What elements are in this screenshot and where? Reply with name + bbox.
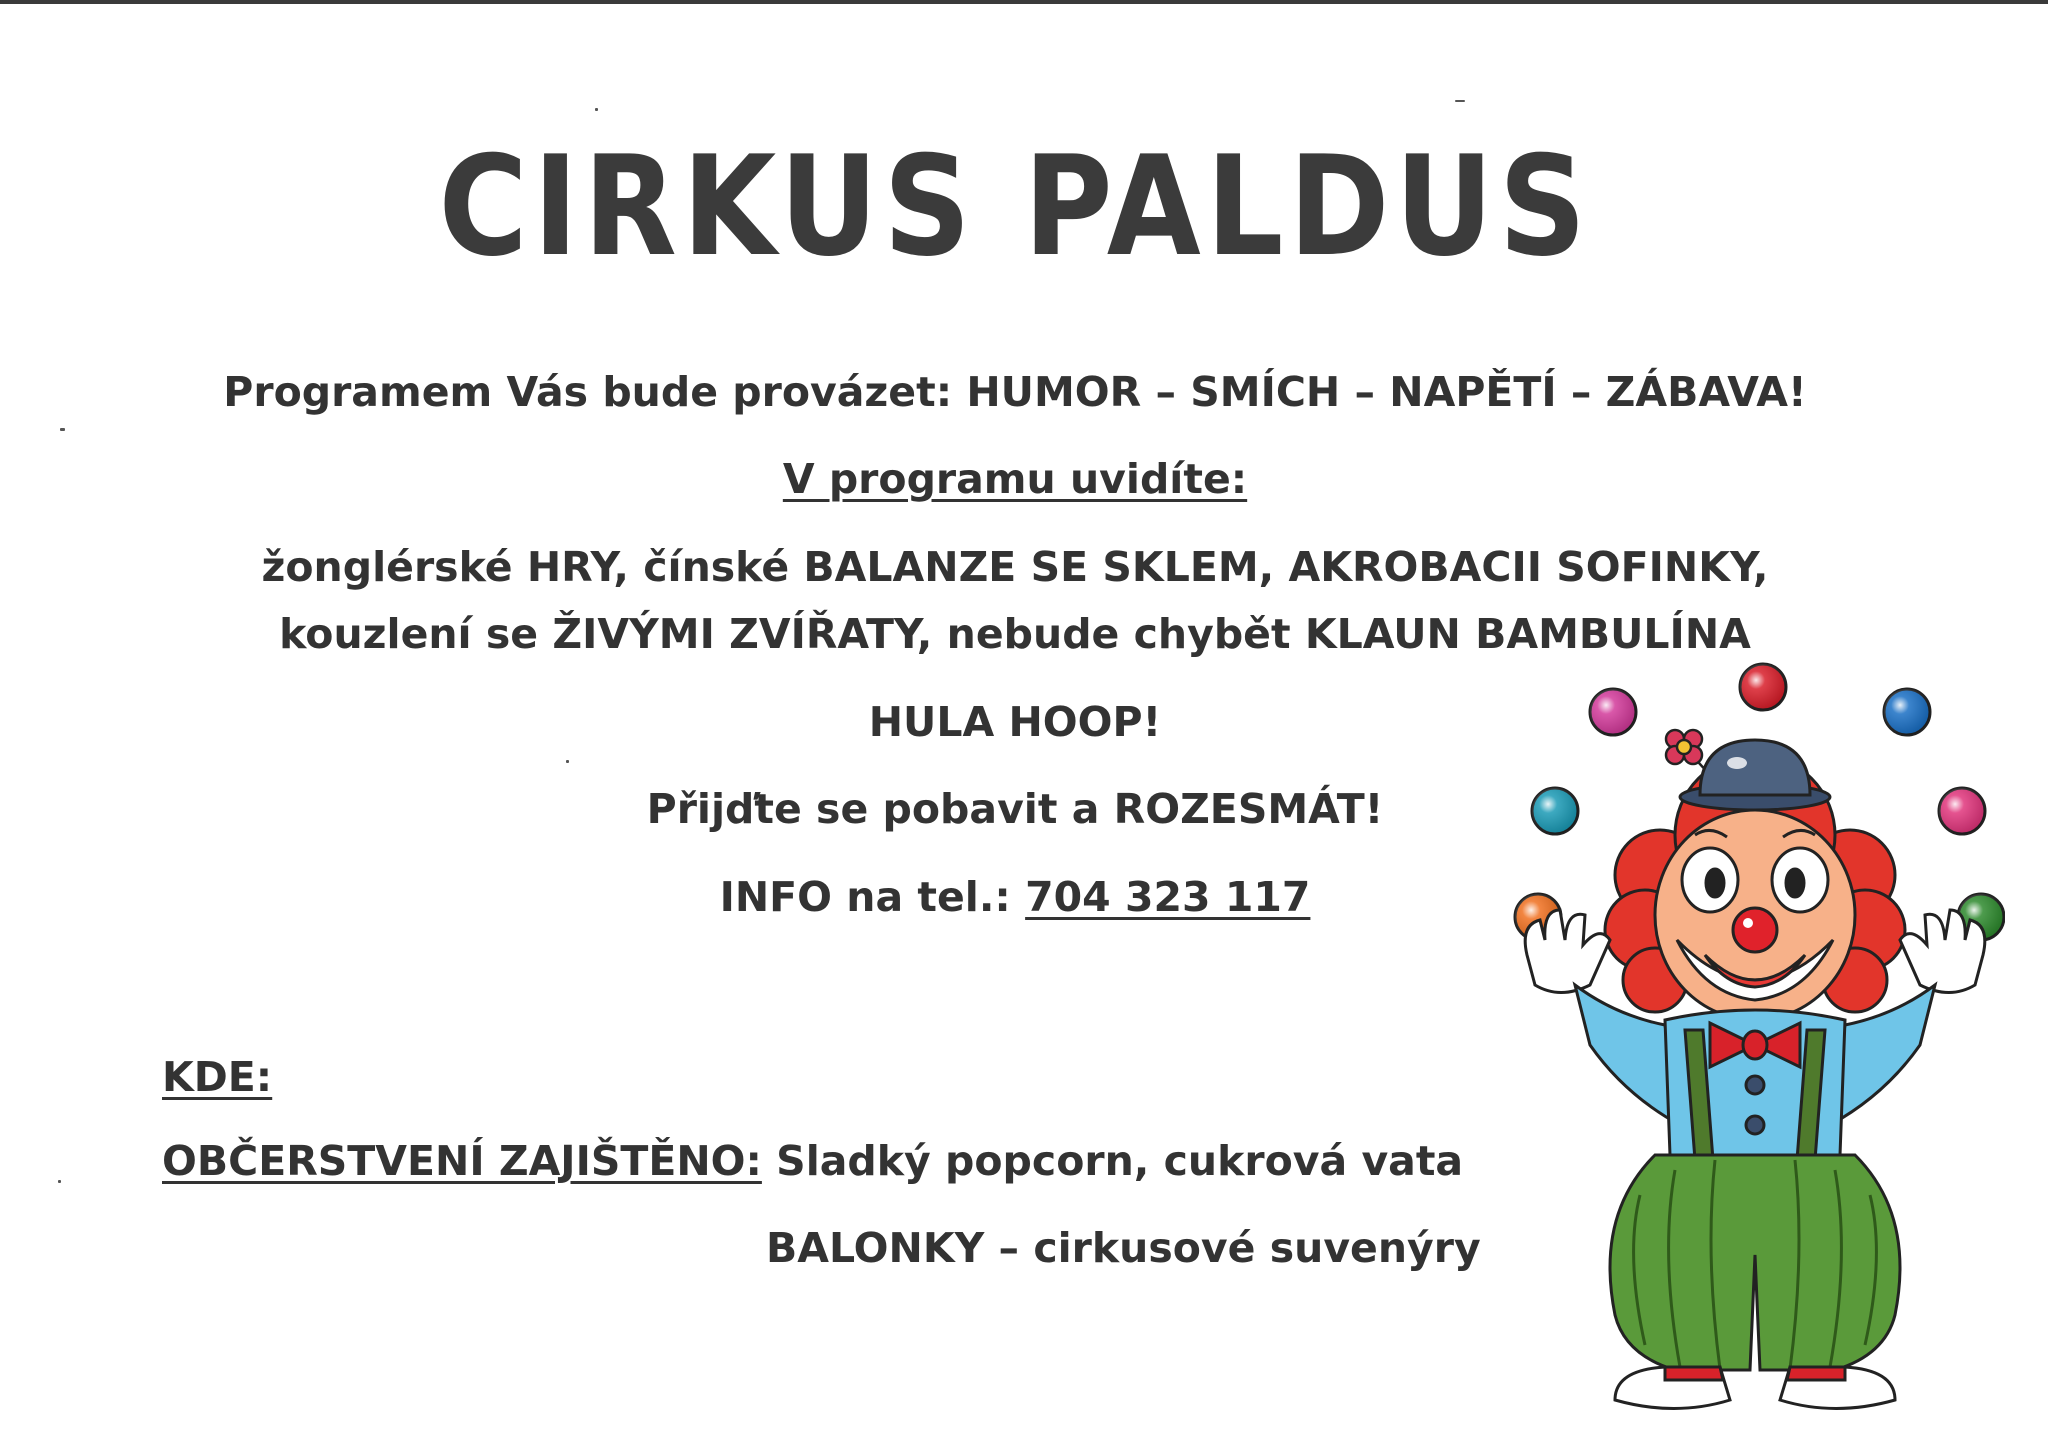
poster-title: CIRKUS PALDUS <box>438 126 1592 287</box>
scan-speck <box>595 108 598 111</box>
clown-shoes <box>1615 1367 1895 1409</box>
scan-speck <box>1455 100 1465 102</box>
program-line-2: kouzlení se ŽIVÝMI ZVÍŘATY, nebude chybět KLAUN BAMBULÍNA <box>279 610 1751 658</box>
refreshments-line <box>162 1137 1464 1185</box>
invite-line: Přijďte se pobavit a ROZESMÁT! <box>646 785 1384 833</box>
info-phone: 704 323 117 <box>1025 873 1311 921</box>
program-line-3: HULA HOOP! <box>868 698 1162 746</box>
intro-line: Programem Vás bude provázet: HUMOR – SMÍCH – NAPĚTÍ – ZÁBAVA! <box>223 368 1807 416</box>
clown-pants <box>1610 1155 1900 1370</box>
clown-hat <box>1680 740 1830 810</box>
scan-speck <box>566 760 569 763</box>
refreshments-items: Sladký popcorn, cukrová vata <box>776 1137 1464 1185</box>
info-label: INFO na tel.: <box>719 873 1011 921</box>
scan-edge <box>0 0 2048 4</box>
juggling-clown-illustration <box>1505 655 2005 1430</box>
where-label: KDE: <box>162 1053 273 1101</box>
clown-shirt <box>1575 985 1935 1155</box>
souvenirs-line: BALONKY – cirkusové suvenýry <box>766 1224 1481 1272</box>
program-line-1: žonglérské HRY, čínské BALANZE SE SKLEM, AKROBACII SOFINKY, <box>261 543 1769 591</box>
clown-face <box>1655 810 1855 1020</box>
program-heading-text: V programu uvidíte: <box>782 455 1248 503</box>
scan-speck <box>60 428 65 431</box>
scan-speck <box>58 1180 61 1183</box>
bow-tie <box>1710 1023 1800 1067</box>
program-heading <box>0 455 2030 503</box>
refreshments-label: OBČERSTVENÍ ZAJIŠTĚNO: <box>162 1137 762 1185</box>
